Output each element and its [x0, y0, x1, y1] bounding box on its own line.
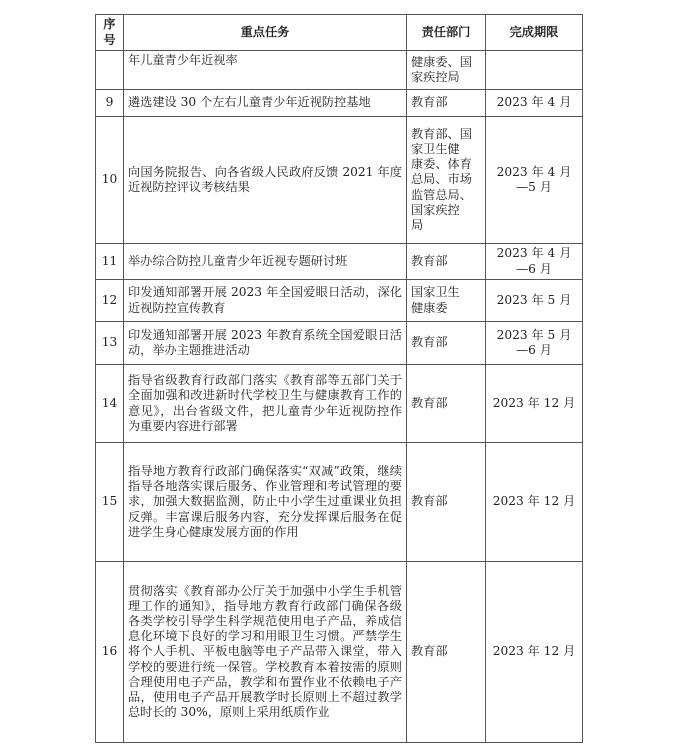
row-deadline	[486, 51, 583, 90]
row-dept: 健康委、国 家疾控局	[407, 51, 486, 90]
row-dept: 教育部	[407, 244, 486, 280]
row-deadline: 2023 年 12 月	[486, 365, 583, 443]
row-deadline: 2023 年 12 月	[486, 562, 583, 743]
row-no: 13	[96, 322, 124, 365]
table-row	[96, 365, 583, 443]
table-row	[96, 322, 583, 365]
row-no: 11	[96, 244, 124, 280]
row-task: 指导省级教育行政部门落实《教育部等五部门关于全面加强和改进新时代学校卫生与健康教育工作的意见》，出台省级文件，把儿童青少年近视防控作为重要内容进行部署	[124, 365, 407, 443]
row-deadline: 2023 年 5 月	[486, 280, 583, 322]
table-header-row	[96, 15, 583, 51]
row-no: 10	[96, 117, 124, 244]
header-deadline: 完成期限	[486, 15, 583, 51]
row-task: 印发通知部署开展 2023 年全国爱眼日活动，深化近视防控宣传教育	[124, 280, 407, 322]
table-row	[96, 280, 583, 322]
row-deadline: 2023 年 12 月	[486, 443, 583, 562]
header-no: 序 号	[96, 15, 124, 51]
row-no	[96, 51, 124, 90]
row-dept: 教育部	[407, 322, 486, 365]
row-deadline: 2023 年 4 月 —6 月	[486, 244, 583, 280]
row-dept: 教育部	[407, 443, 486, 562]
row-no: 9	[96, 90, 124, 117]
row-no: 15	[96, 443, 124, 562]
row-deadline: 2023 年 4 月 —5 月	[486, 117, 583, 244]
row-task: 贯彻落实《教育部办公厅关于加强中小学生手机管理工作的通知》，指导地方教育行政部门确保各级各类学校引导学生科学规范使用电子产品，养成信息化环境下良好的学习和用眼卫生习惯。严禁学生将个人手机、平板电脑等电子产品带入课堂，带入学校的要进行统一保管。学校教育本着按需的原则合理使用电子产品，教学和布置作业不依赖电子产品，使用电子产品开展教学时长原则上不超过教学总时长的 30%，原则上采用纸质作业	[124, 562, 407, 743]
table-row	[96, 244, 583, 280]
row-dept: 教育部	[407, 90, 486, 117]
header-dept: 责任部门	[407, 15, 486, 51]
table-row	[96, 443, 583, 562]
row-dept: 教育部	[407, 562, 486, 743]
row-dept: 教育部	[407, 365, 486, 443]
row-deadline: 2023 年 5 月 —6 月	[486, 322, 583, 365]
table-row	[96, 562, 583, 743]
row-dept: 国家卫生 健康委	[407, 280, 486, 322]
table-row	[96, 90, 583, 117]
row-deadline: 2023 年 4 月	[486, 90, 583, 117]
row-task: 遴选建设 30 个左右儿童青少年近视防控基地	[124, 90, 407, 117]
row-no: 12	[96, 280, 124, 322]
task-table	[95, 14, 583, 743]
row-dept: 教育部、国 家卫生健 康委、体育 总局、市场 监管总局、 国家疾控 局	[407, 117, 486, 244]
header-task: 重点任务	[124, 15, 407, 51]
row-task: 印发通知部署开展 2023 年教育系统全国爱眼日活动，举办主题推进活动	[124, 322, 407, 365]
row-task: 向国务院报告、向各省级人民政府反馈 2021 年度近视防控评议考核结果	[124, 117, 407, 244]
row-task: 指导地方教育行政部门确保落实“双减”政策，继续指导各地落实课后服务、作业管理和考试管理的要求，加强大数据监测，防止中小学生过重课业负担反弹。丰富课后服务内容，充分发挥课后服务在促进学生身心健康发展方面的作用	[124, 443, 407, 562]
table-row	[96, 117, 583, 244]
row-no: 16	[96, 562, 124, 743]
row-task: 举办综合防控儿童青少年近视专题研讨班	[124, 244, 407, 280]
table-row	[96, 51, 583, 90]
row-no: 14	[96, 365, 124, 443]
row-task: 年儿童青少年近视率	[124, 51, 407, 90]
